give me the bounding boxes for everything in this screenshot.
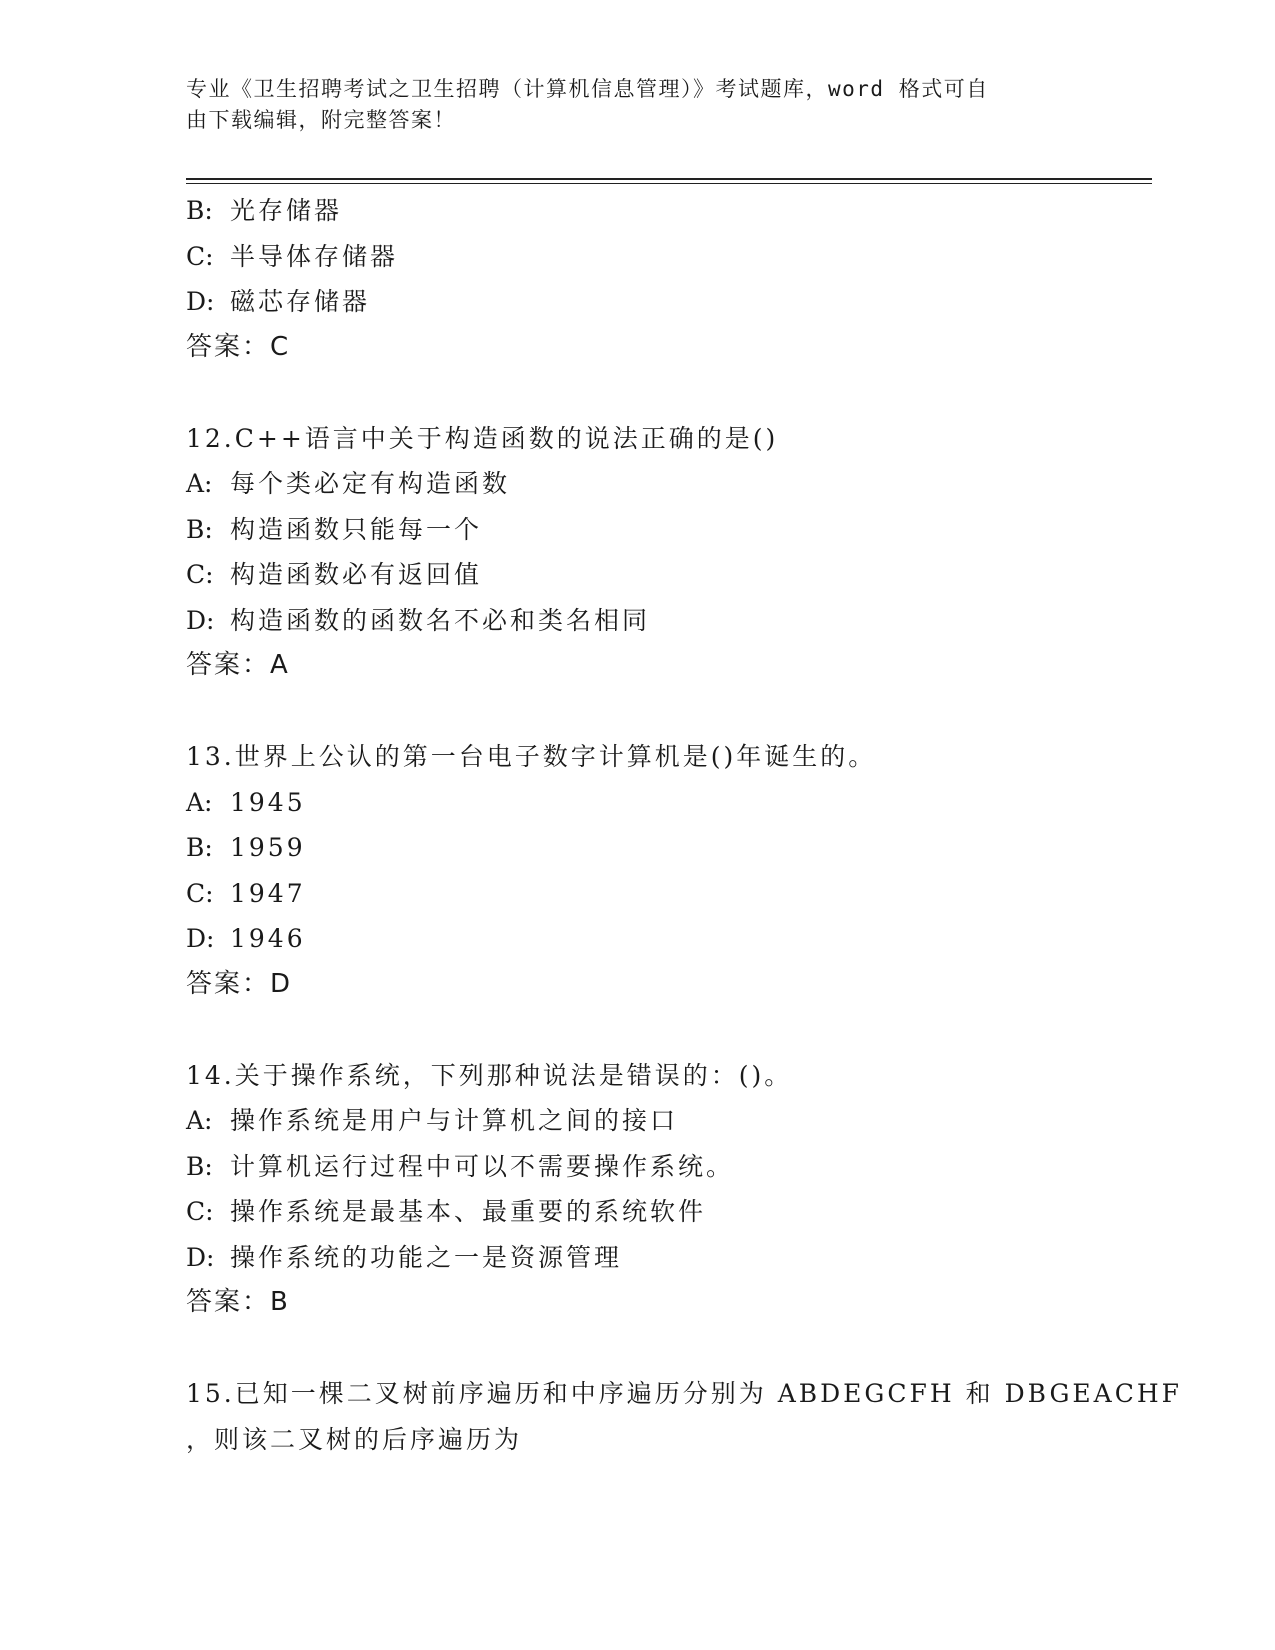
option-c [186,234,1086,280]
option-text: 每个类必定有构造函数 [230,469,511,498]
spacer [186,370,1086,416]
question-15 [186,1371,1182,1462]
option-label: D: [186,1242,215,1272]
option-label: C: [186,878,214,908]
option-text: 1946 [230,924,306,953]
question-text: 14.关于操作系统，下列那种说法是错误的：()。 [186,1060,793,1090]
option-label: B: [186,833,213,862]
option-a [186,1098,1086,1144]
option-text: 光存储器 [230,196,343,225]
question-text: 12.C++语言中关于构造函数的说法正确的是() [186,423,779,453]
option-text: 操作系统是用户与计算机之间的接口 [230,1106,679,1135]
option-b [186,1144,1086,1190]
option-b [186,507,1086,553]
option-text: 1945 [230,787,306,817]
option-text: 1947 [230,878,306,908]
header-divider-thin [186,183,1152,184]
option-text: 操作系统是最基本、最重要的系统软件 [230,1197,707,1226]
question-12 [186,416,1086,689]
option-text: 构造函数的函数名不必和类名相同 [230,605,651,635]
option-c [186,552,1086,598]
header-line-1: 专业《卫生招聘考试之卫生招聘（计算机信息管理）》考试题库，word 格式可自 [186,77,989,101]
option-b [186,825,1086,871]
question-13 [186,734,1086,1007]
spacer [186,1326,1086,1372]
question-11 [186,188,1086,370]
option-text: 磁芯存储器 [230,287,371,316]
question-list [186,188,1182,1462]
option-d [186,1235,1086,1281]
question-text-line-2: ，则该二叉树的后序遍历为 [186,1424,523,1454]
option-d [186,916,1086,962]
answer: 答案：A [186,650,290,680]
header-note [186,74,1066,136]
option-label: C: [186,241,214,271]
option-b [186,188,1086,234]
header-line-2: 由下载编辑，附完整答案！ [186,108,456,132]
option-text: 构造函数必有返回值 [230,560,483,589]
option-d [186,279,1086,325]
header-divider-thick [186,178,1152,180]
option-label: D: [186,924,215,953]
question-14 [186,1053,1086,1326]
option-c [186,871,1086,917]
spacer [186,689,1086,735]
option-text: 计算机运行过程中可以不需要操作系统。 [230,1151,735,1181]
option-label: D: [186,287,215,316]
option-c [186,1189,1086,1235]
option-d [186,598,1086,644]
answer: 答案：B [186,1287,290,1317]
question-text: 13.世界上公认的第一台电子数字计算机是()年诞生的。 [186,742,877,771]
option-label: B: [186,514,213,544]
option-label: A: [186,1106,213,1135]
option-label: C: [186,560,214,589]
question-text-line-1: 15.已知一棵二叉树前序遍历和中序遍历分别为 ABDEGCFH 和 DBGEACHF [186,1379,1182,1408]
option-label: A: [186,787,213,817]
option-label: D: [186,605,215,635]
option-text: 构造函数只能每一个 [230,514,483,544]
option-text: 1959 [230,833,306,862]
option-a [186,461,1086,507]
option-label: B: [186,1151,213,1181]
option-a [186,780,1086,826]
answer: 答案：D [186,968,293,999]
option-label: A: [186,469,213,498]
option-label: C: [186,1197,214,1226]
option-label: B: [186,196,213,225]
answer: 答案：C [186,331,291,362]
option-text: 半导体存储器 [230,241,399,271]
option-text: 操作系统的功能之一是资源管理 [230,1242,623,1272]
spacer [186,1007,1086,1053]
